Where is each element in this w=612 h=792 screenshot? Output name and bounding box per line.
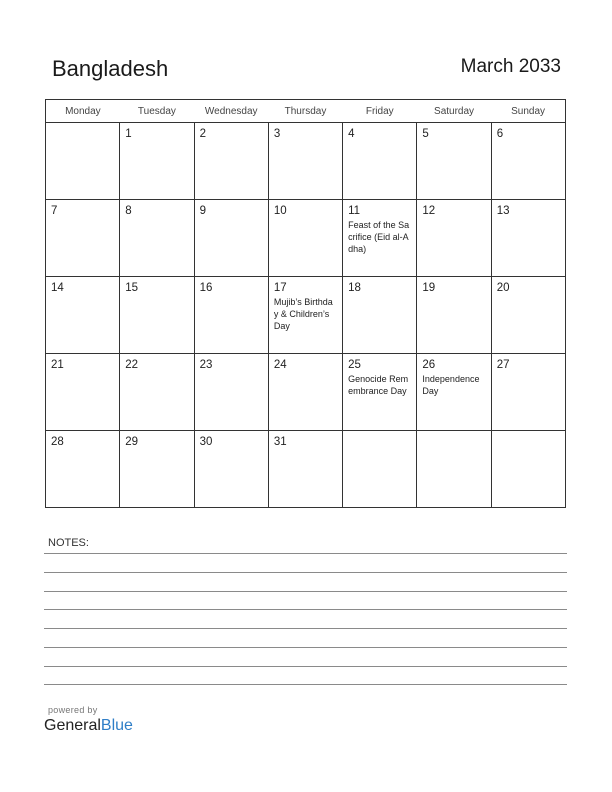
day-cell (46, 200, 120, 277)
day-cell (491, 277, 565, 354)
notes-line (44, 647, 567, 648)
day-number: 24 (273, 359, 287, 371)
holiday-label: Independence Day (422, 374, 480, 396)
day-number: 21 (51, 359, 64, 371)
day-cell (120, 123, 194, 200)
day-number: 11 (348, 205, 361, 217)
day-cell (417, 277, 491, 354)
week-row (46, 123, 566, 200)
weekday-header: Tuesday (120, 100, 194, 123)
day-number: 27 (496, 359, 510, 371)
day-cell (343, 354, 417, 431)
notes-line (44, 666, 567, 667)
day-cell (268, 200, 342, 277)
notes-label: NOTES: (48, 537, 89, 549)
day-cell (120, 431, 194, 508)
day-number: 17 (273, 282, 287, 294)
day-cell (343, 277, 417, 354)
day-number: 9 (199, 205, 206, 217)
weekday-header: Sunday (491, 100, 565, 123)
day-cell (120, 277, 194, 354)
day-number: 31 (273, 436, 287, 448)
day-cell (491, 123, 565, 200)
day-number: 29 (125, 436, 139, 448)
weekday-header: Friday (343, 100, 417, 123)
notes-line (44, 553, 567, 554)
notes-line (44, 609, 567, 610)
day-cell (343, 431, 417, 508)
day-cell (268, 123, 342, 200)
day-number: 13 (496, 205, 510, 217)
day-number: 22 (125, 359, 139, 371)
holiday-label: Mujib’s Birthday & Children’s Day (273, 297, 333, 331)
notes-line (44, 684, 567, 685)
week-row (46, 277, 566, 354)
day-number: 19 (422, 282, 436, 294)
day-cell (268, 431, 342, 508)
day-number: 12 (422, 205, 436, 217)
logo-blue-text: Blue (100, 717, 133, 734)
week-row (46, 354, 566, 431)
day-cell (343, 123, 417, 200)
weekday-header-row (46, 100, 566, 123)
generalblue-logo (44, 717, 133, 735)
weekday-header: Saturday (417, 100, 491, 123)
day-number: 25 (348, 359, 361, 371)
day-number: 30 (199, 436, 213, 448)
day-number: 16 (199, 282, 213, 294)
day-number: 8 (125, 205, 132, 217)
day-cell (46, 354, 120, 431)
powered-by-text: powered by (48, 705, 98, 715)
day-number: 28 (51, 436, 64, 448)
day-cell (417, 354, 491, 431)
day-number: 4 (348, 128, 355, 140)
day-number: 26 (422, 359, 436, 371)
day-cell (417, 123, 491, 200)
day-cell (194, 431, 268, 508)
day-number: 10 (273, 205, 287, 217)
week-row (46, 431, 566, 508)
day-cell (268, 354, 342, 431)
notes-line (44, 591, 567, 592)
logo-general-text: General (44, 717, 101, 734)
day-cell (46, 277, 120, 354)
day-number: 15 (125, 282, 139, 294)
day-cell (120, 354, 194, 431)
day-cell (194, 123, 268, 200)
month-year-title: March 2033 (460, 56, 561, 77)
notes-line (44, 628, 567, 629)
day-cell (194, 200, 268, 277)
day-number: 6 (496, 128, 504, 140)
day-number: 18 (348, 282, 361, 294)
day-cell (491, 431, 565, 508)
holiday-label: Feast of the Sacrifice (Eid al-Adha) (348, 220, 410, 254)
weekday-header: Wednesday (194, 100, 268, 123)
day-cell (417, 200, 491, 277)
day-cell (120, 200, 194, 277)
day-cell (194, 277, 268, 354)
day-number: 20 (496, 282, 510, 294)
day-number: 5 (422, 128, 429, 140)
day-cell (46, 431, 120, 508)
day-number: 14 (51, 282, 64, 294)
day-cell (46, 123, 120, 200)
day-cell (268, 277, 342, 354)
day-cell (491, 200, 565, 277)
day-number: 1 (125, 128, 132, 140)
calendar-grid (45, 99, 566, 508)
holiday-label: Genocide Remembrance Day (348, 374, 409, 396)
notes-line (44, 572, 567, 573)
day-cell (491, 354, 565, 431)
day-cell (417, 431, 491, 508)
day-cell (343, 200, 417, 277)
day-number: 2 (199, 128, 206, 140)
country-title: Bangladesh (52, 56, 169, 81)
weekday-header: Thursday (268, 100, 342, 123)
day-cell (194, 354, 268, 431)
day-number: 7 (51, 205, 58, 217)
day-number: 23 (199, 359, 213, 371)
day-number: 3 (273, 128, 281, 140)
weekday-header: Monday (46, 100, 120, 123)
week-row (46, 200, 566, 277)
